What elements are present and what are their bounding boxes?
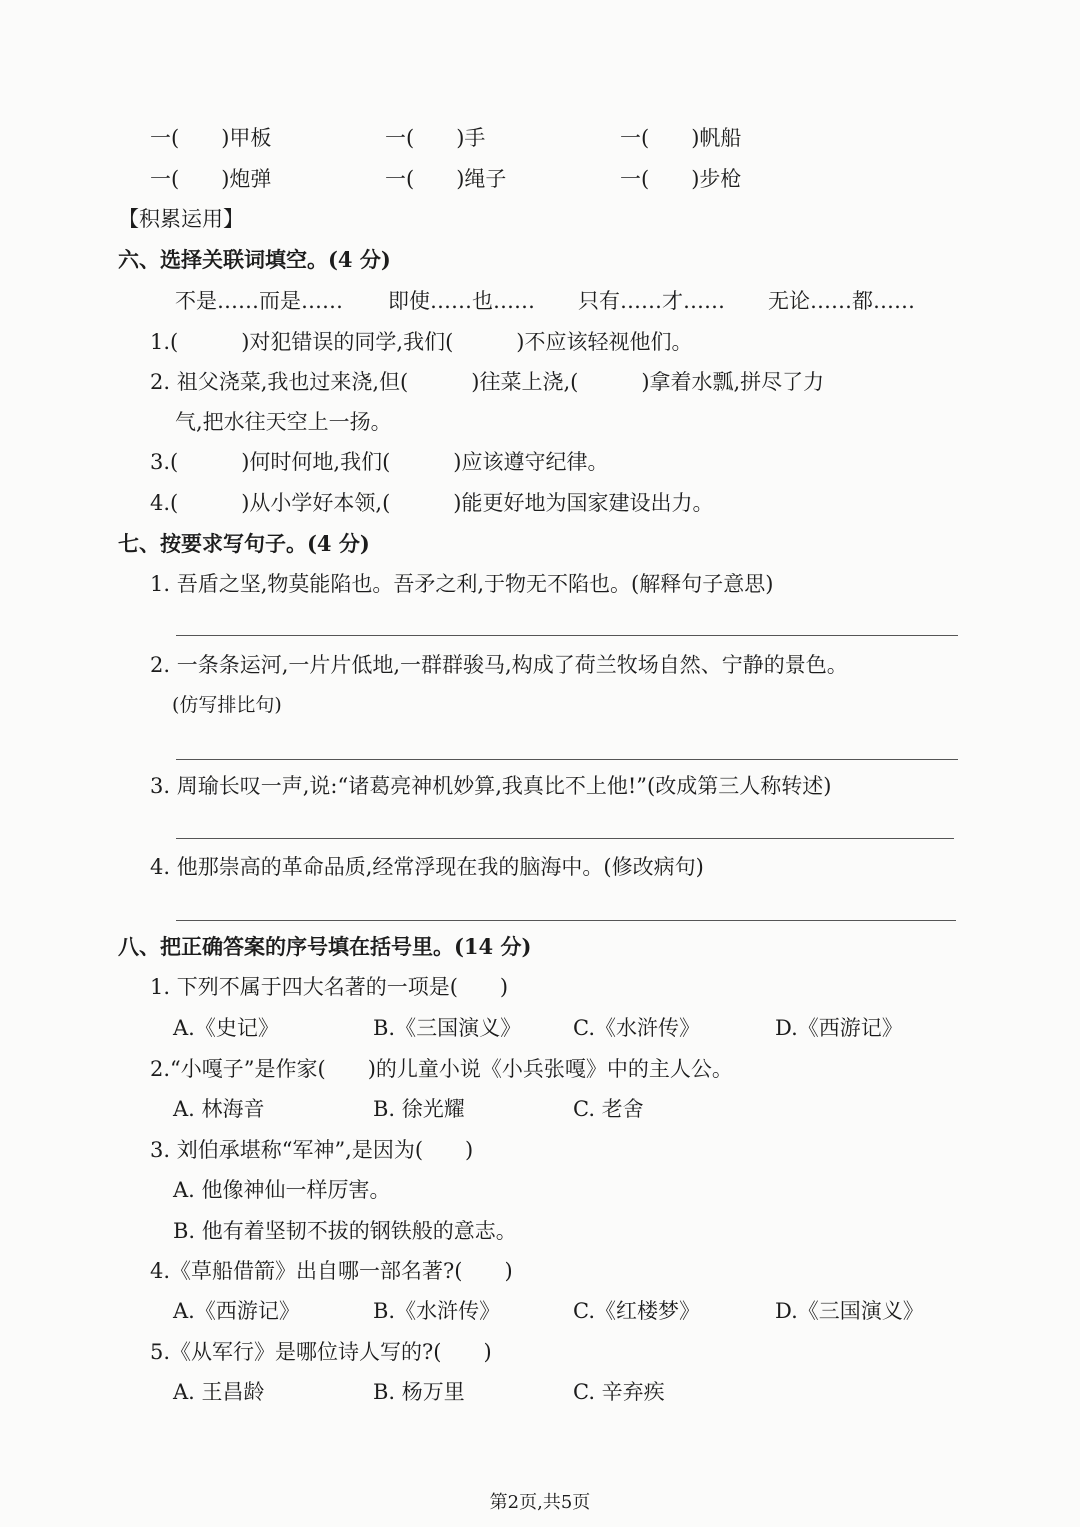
conjunction-option: 只有……才…… bbox=[578, 289, 725, 313]
choice-option: B. 他有着坚韧不拔的钢铁般的意志。 bbox=[173, 1219, 517, 1243]
conjunction-option: 即使……也…… bbox=[388, 289, 535, 313]
section-8-heading: 八、把正确答案的序号填在括号里。(14 分) bbox=[118, 934, 532, 959]
choice-option: C. 辛弃疾 bbox=[573, 1380, 665, 1404]
choice-option: A.《西游记》 bbox=[173, 1299, 300, 1323]
choice-option: A. 他像神仙一样厉害。 bbox=[173, 1178, 391, 1202]
choice-option: A. 林海音 bbox=[173, 1097, 265, 1121]
section-6-heading: 六、选择关联词填空。(4 分) bbox=[118, 247, 391, 272]
choice-option: D.《西游记》 bbox=[775, 1016, 903, 1040]
question-7-2: 2. 一条条运河,一片片低地,一群群骏马,构成了荷兰牧场自然、宁静的景色。 bbox=[150, 653, 848, 677]
choice-option: D.《三国演义》 bbox=[775, 1299, 924, 1323]
choice-option: A. 王昌龄 bbox=[173, 1380, 265, 1404]
choice-option: B.《水浒传》 bbox=[373, 1299, 501, 1323]
section-7-heading: 七、按要求写句子。(4 分) bbox=[118, 531, 370, 556]
choice-option: C.《水浒传》 bbox=[573, 1016, 700, 1040]
conjunction-option: 无论……都…… bbox=[768, 289, 915, 313]
answer-line[interactable] bbox=[176, 920, 956, 921]
question-7-2-note: (仿写排比句) bbox=[172, 694, 282, 716]
measure-word-item: 一( )炮弹 bbox=[150, 167, 272, 191]
choice-option: B.《三国演义》 bbox=[373, 1016, 522, 1040]
choice-option: C.《红楼梦》 bbox=[573, 1299, 700, 1323]
measure-word-item: 一( )手 bbox=[385, 126, 486, 150]
section-tag: 【积累运用】 bbox=[118, 207, 244, 231]
question-8-1: 1. 下列不属于四大名著的一项是( ) bbox=[150, 975, 509, 999]
choice-option: C. 老舍 bbox=[573, 1097, 644, 1121]
measure-word-item: 一( )帆船 bbox=[620, 126, 742, 150]
question-7-1: 1. 吾盾之坚,物莫能陷也。吾矛之利,于物无不陷也。(解释句子意思) bbox=[150, 572, 774, 596]
question-7-4: 4. 他那崇高的革命品质,经常浮现在我的脑海中。(修改病句) bbox=[150, 855, 704, 879]
measure-word-item: 一( )步枪 bbox=[620, 167, 742, 191]
question-8-3: 3. 刘伯承堪称“军神”,是因为( ) bbox=[150, 1138, 474, 1162]
question-8-2: 2.“小嘎子”是作家( )的儿童小说《小兵张嘎》中的主人公。 bbox=[150, 1057, 733, 1081]
conjunction-option: 不是……而是…… bbox=[175, 289, 343, 313]
question-6-3: 3.( )何时何地,我们( )应该遵守纪律。 bbox=[150, 450, 609, 474]
choice-option: B. 徐光耀 bbox=[373, 1097, 465, 1121]
question-6-2: 2. 祖父浇菜,我也过来浇,但( )往菜上浇,( )拿着水瓢,拼尽了力 bbox=[150, 370, 825, 394]
question-6-1: 1.( )对犯错误的同学,我们( )不应该轻视他们。 bbox=[150, 330, 693, 354]
choice-option: B. 杨万里 bbox=[373, 1380, 465, 1404]
page-number: 第2页,共5页 bbox=[489, 1492, 591, 1513]
question-8-5: 5.《从军行》是哪位诗人写的?( ) bbox=[150, 1340, 492, 1364]
question-6-2-cont: 气,把水往天空上一扬。 bbox=[175, 410, 392, 434]
question-8-4: 4.《草船借箭》出自哪一部名著?( ) bbox=[150, 1259, 513, 1283]
answer-line[interactable] bbox=[176, 635, 958, 636]
choice-option: A.《史记》 bbox=[173, 1016, 279, 1040]
answer-line[interactable] bbox=[176, 759, 958, 760]
question-6-4: 4.( )从小学好本领,( )能更好地为国家建设出力。 bbox=[150, 491, 714, 515]
question-7-3: 3. 周瑜长叹一声,说:“诸葛亮神机妙算,我真比不上他!”(改成第三人称转述) bbox=[150, 774, 832, 798]
answer-line[interactable] bbox=[176, 838, 954, 839]
measure-word-item: 一( )甲板 bbox=[150, 126, 272, 150]
measure-word-item: 一( )绳子 bbox=[385, 167, 507, 191]
